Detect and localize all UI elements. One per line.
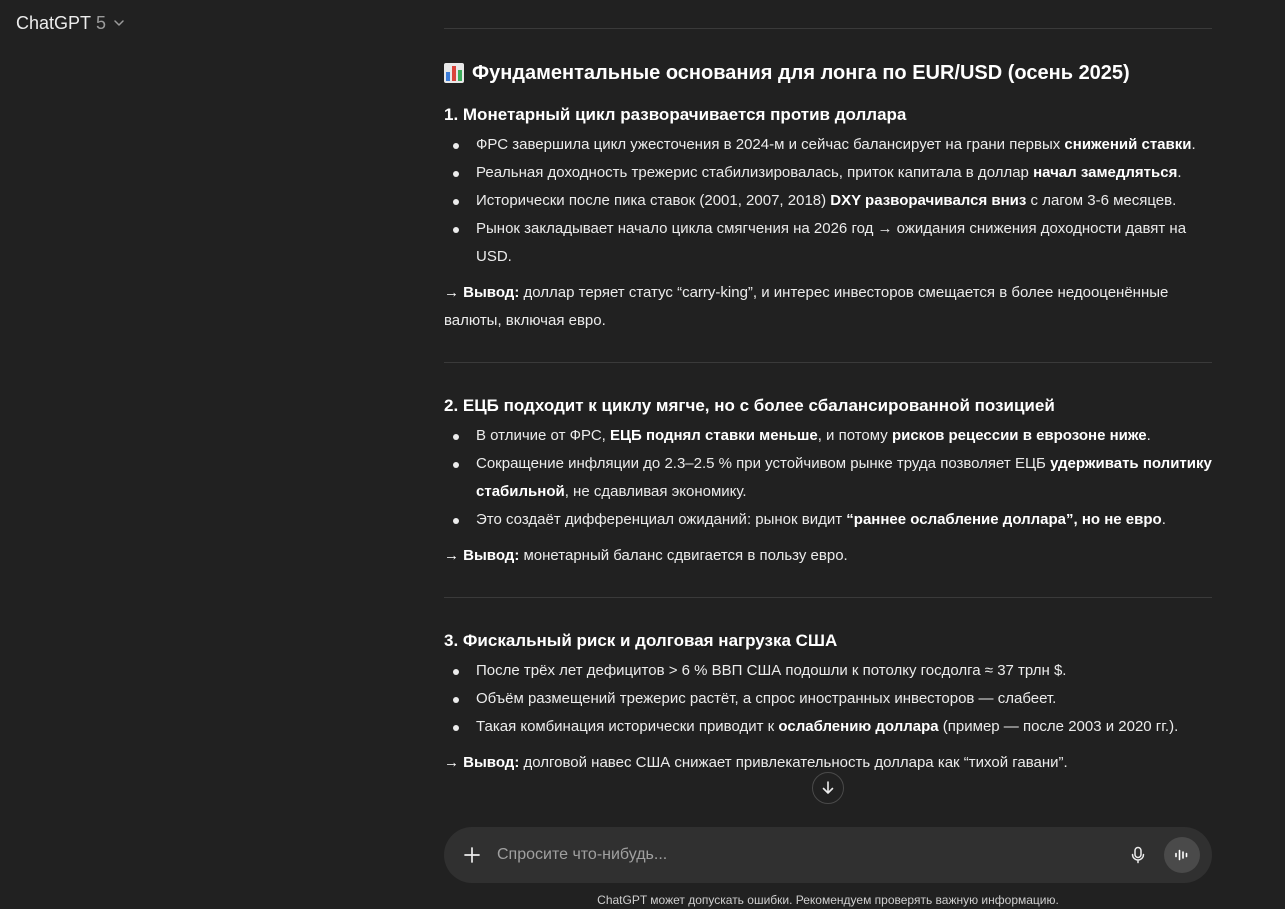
list-item: После трёх лет дефицитов > 6 % ВВП США подошли к потолку госдолга ≈ 37 трлн $.	[444, 657, 1212, 685]
chevron-down-icon	[113, 17, 125, 29]
disclaimer-text: ChatGPT может допускать ошибки. Рекомендуем проверять важную информацию.	[597, 893, 1059, 907]
model-version: 5	[96, 12, 107, 33]
microphone-icon[interactable]	[1124, 841, 1152, 869]
conclusion-label: → Вывод:	[444, 547, 520, 564]
divider	[444, 597, 1212, 598]
section-2-list	[444, 422, 1212, 534]
scroll-to-bottom-button[interactable]	[812, 772, 844, 804]
list-item: Сокращение инфляции до 2.3–2.5 % при устойчивом рынке труда позволяет ЕЦБ удерживать политику стабильной, не сдавливая экономику.	[444, 450, 1212, 506]
model-name: ChatGPT	[16, 12, 92, 33]
section-1-list	[444, 131, 1212, 271]
message-composer	[444, 827, 1212, 883]
plus-icon[interactable]	[462, 845, 482, 865]
chat-message-content	[444, 0, 1212, 826]
model-selector[interactable]	[16, 12, 125, 34]
list-item: Реальная доходность трежерис стабилизировалась, приток капитала в доллар начал замедляться.	[444, 159, 1212, 187]
list-item: Это создаёт дифференциал ожиданий: рынок видит “раннее ослабление доллара”, но не евро.	[444, 506, 1212, 534]
section-1-conclusion: → Вывод: доллар теряет статус “carry-king”, и интерес инвесторов смещается в более недооценённые валюты, включая евро.	[444, 284, 1169, 329]
conclusion-label: → Вывод:	[444, 284, 520, 301]
section-3-list	[444, 657, 1212, 741]
conclusion-label: → Вывод:	[444, 754, 520, 771]
list-item: ФРС завершила цикл ужесточения в 2024-м и сейчас балансирует на грани первых снижений ставки.	[444, 131, 1212, 159]
article-title	[444, 61, 1212, 85]
list-item: Исторически после пика ставок (2001, 2007, 2018) DXY разворачивался вниз с лагом 3-6 месяцев.	[444, 187, 1212, 215]
list-item: В отличие от ФРС, ЕЦБ поднял ставки меньше, и потому рисков рецессии в еврозоне ниже.	[444, 422, 1212, 450]
list-item: Рынок закладывает начало цикла смягчения на 2026 год → ожидания снижения доходности давят на USD.	[444, 215, 1212, 271]
section-3-heading: 3. Фискальный риск и долговая нагрузка США	[444, 631, 838, 650]
section-3-conclusion: → Вывод: долговой навес США снижает привлекательность доллара как “тихой гавани”.	[444, 754, 1068, 771]
prompt-input[interactable]	[497, 846, 1124, 864]
voice-mode-icon[interactable]	[1164, 837, 1200, 873]
divider	[444, 28, 1212, 29]
section-1-heading: 1. Монетарный цикл разворачивается против доллара	[444, 105, 907, 124]
divider	[444, 362, 1212, 363]
article-title-text: Фундаментальные основания для лонга по EUR/USD (осень 2025)	[472, 61, 1130, 84]
list-item: Объём размещений трежерис растёт, а спрос иностранных инвесторов — слабеет.	[444, 685, 1212, 713]
arrow-down-icon	[820, 780, 836, 796]
list-item: Такая комбинация исторически приводит к ослаблению доллара (пример — после 2003 и 2020 гг.).	[444, 713, 1212, 741]
section-2-conclusion: → Вывод: монетарный баланс сдвигается в пользу евро.	[444, 547, 848, 564]
bar-chart-emoji-icon	[444, 63, 464, 83]
section-2-heading: 2. ЕЦБ подходит к циклу мягче, но с более сбалансированной позицией	[444, 396, 1055, 415]
